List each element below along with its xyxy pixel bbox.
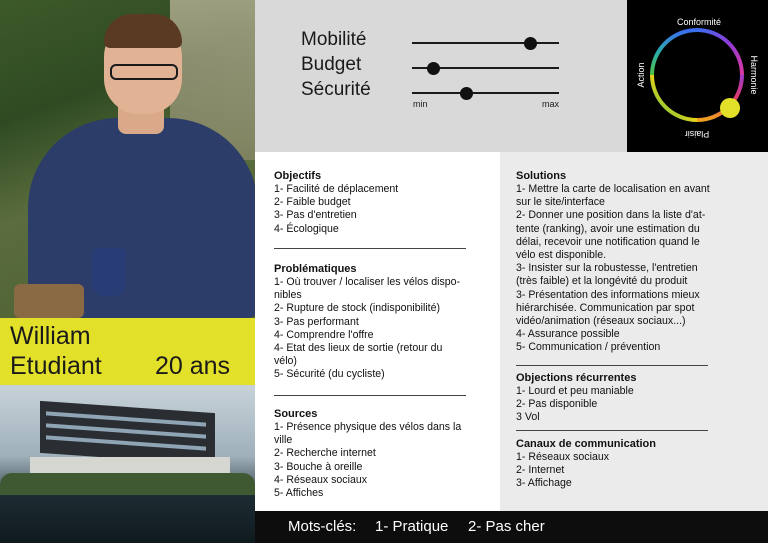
slider-track-mobilite [412, 42, 559, 44]
canaux-section [516, 438, 762, 491]
problematiques-item: nibles [274, 289, 302, 302]
sources-title: Sources [274, 408, 318, 420]
objectifs-item: 3- Pas d'entretien [274, 209, 357, 222]
section-divider [274, 395, 466, 396]
wheel-marker [720, 98, 740, 118]
solutions-item: 3- Insister sur la robustesse, l'entretien [516, 262, 698, 275]
objections-item: 1- Lourd et peu maniable [516, 385, 634, 397]
wheel-label-action: Action [636, 62, 646, 88]
solutions-item: tente (ranking), avoir une estimation du [516, 222, 700, 235]
preferences-sliders-panel [255, 0, 627, 152]
problematiques-section [274, 263, 496, 382]
objections-item: 3 Vol [516, 411, 540, 424]
slider-label-budget: Budget [301, 54, 362, 75]
solutions-item: délai, recevoir une notification quand le [516, 235, 700, 248]
solutions-item: (très faible) et la longévité du produit [516, 275, 688, 288]
sources-section [274, 408, 496, 500]
objections-title: Objections récurrentes [516, 372, 637, 384]
solutions-item: sur le site/interface [516, 196, 605, 209]
slider-label-securite: Sécurité [301, 79, 371, 100]
objectifs-item: 4- Écologique [274, 222, 339, 235]
objections-section [516, 372, 762, 425]
sources-item: 1- Présence physique des vélos dans la [274, 421, 462, 433]
solutions-item: vélo est disponible. [516, 249, 607, 262]
wheel-arc-top-right [697, 30, 742, 75]
solutions-item: 2- Donner une position dans la liste d'at- [516, 209, 706, 222]
objectifs-title: Objectifs [274, 170, 322, 182]
problematiques-item: 2- Rupture de stock (indisponibilité) [274, 302, 441, 315]
scale-min-label: min [413, 99, 428, 109]
problematiques-item: 5- Sécurité (du cycliste) [274, 368, 385, 381]
persona-name: William [10, 322, 91, 350]
keyword-item: 2- Pas cher [468, 518, 545, 535]
slider-knob-mobilite [524, 37, 537, 50]
photo-chair [14, 284, 84, 318]
canaux-item: 2- Internet [516, 464, 565, 477]
persona-photo [0, 0, 255, 318]
wheel-label-plaisir: Plaisir [684, 129, 710, 139]
wheel-label-conformite: Conformité [676, 17, 722, 27]
objections-item: 2- Pas disponible [516, 398, 598, 411]
sources-item: 5- Affiches [274, 487, 324, 500]
persona-identity-block [0, 318, 255, 385]
slider-label-mobilite: Mobilité [301, 29, 367, 50]
sources-item: 3- Bouche à oreille [274, 460, 363, 473]
canaux-item: 3- Affichage [516, 477, 572, 490]
scale-max-label: max [542, 99, 560, 109]
photo-hair [104, 14, 182, 48]
solutions-title: Solutions [516, 170, 567, 182]
slider-knob-securite [460, 87, 473, 100]
section-divider [274, 248, 466, 249]
problematiques-item: 1- Où trouver / localiser les vélos dispo- [274, 276, 461, 288]
solutions-section [516, 170, 762, 355]
problematiques-title: Problématiques [274, 263, 357, 275]
persona-age: 20 ans [155, 352, 231, 380]
solutions-item: 4- Assurance possible [516, 328, 620, 341]
keywords-label: Mots-clés: [288, 518, 357, 535]
canaux-title: Canaux de communication [516, 438, 656, 450]
slider-knob-budget [427, 62, 440, 75]
problematiques-item: 3- Pas performant [274, 315, 359, 328]
keywords-bar [255, 511, 768, 543]
wheel-arc-top-left [652, 30, 697, 75]
section-divider [516, 430, 708, 431]
values-wheel-panel [627, 0, 768, 152]
building-photo [0, 385, 255, 543]
right-content-panel [500, 152, 768, 511]
photo-glasses [110, 64, 178, 80]
sources-item: 4- Réseaux sociaux [274, 473, 368, 486]
solutions-item: vidéo/animation (réseaux sociaux...) [516, 315, 686, 328]
solutions-item: 1- Mettre la carte de localisation en avant [516, 183, 710, 195]
wheel-label-harmonie: Harmonie [749, 55, 759, 95]
solutions-item: 3- Présentation des informations mieux [516, 288, 700, 301]
photo-drinking-glass [92, 248, 126, 296]
objectifs-item: 1- Facilité de déplacement [274, 183, 399, 195]
problematiques-item: 4- Comprendre l'offre [274, 328, 374, 341]
values-wheel [627, 0, 768, 152]
objectifs-section [274, 170, 494, 236]
slider-track-securite [412, 92, 559, 94]
wheel-arc-bottom-left [652, 75, 697, 120]
left-content-panel [255, 152, 500, 511]
problematiques-item: 4- Etat des lieux de sortie (retour du [274, 342, 443, 355]
solutions-item: hiérarchisée. Communication par spot [516, 301, 695, 314]
problematiques-item: vélo) [274, 355, 297, 368]
building-water [0, 495, 255, 543]
section-divider [516, 365, 708, 366]
building-trees [0, 473, 255, 495]
slider-track-budget [412, 67, 559, 69]
sources-item: ville [274, 434, 293, 447]
keyword-item: 1- Pratique [375, 518, 449, 535]
sources-item: 2- Recherche internet [274, 447, 376, 460]
canaux-item: 1- Réseaux sociaux [516, 451, 610, 463]
persona-status: Etudiant [10, 352, 102, 380]
solutions-item: 5- Communication / prévention [516, 341, 661, 354]
objectifs-item: 2- Faible budget [274, 196, 351, 209]
